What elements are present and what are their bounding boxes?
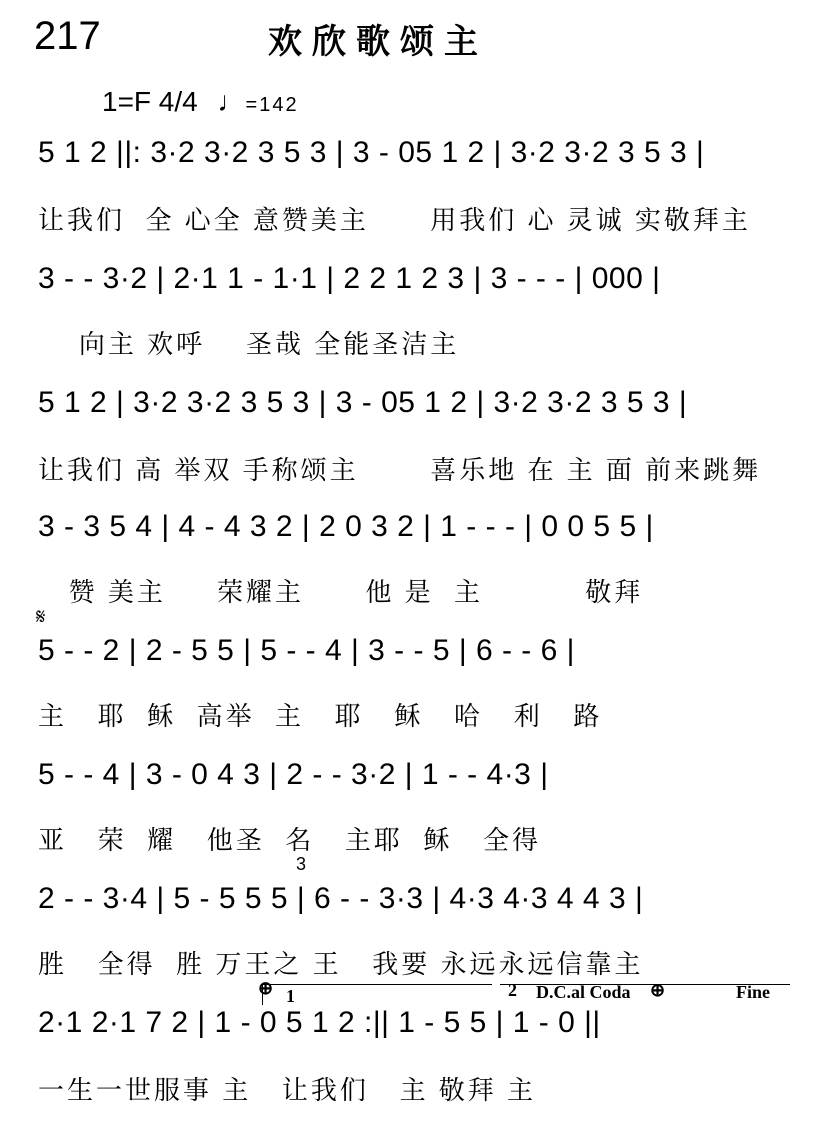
first-ending-number: 1 [286, 986, 295, 1006]
tempo-value: =142 [245, 94, 299, 116]
notation-row-5: 5 - - 2 | 2 - 5 5 | 5 - - 4 | 3 - - 5 | 6 - - 6 | [38, 634, 575, 667]
dc-al-coda-text: D.C.al Coda [536, 982, 631, 1002]
quarter-note-icon: ♩ [217, 86, 246, 117]
notation-row-4: 3 - 3 5 4 | 4 - 4 3 2 | 2 0 3 2 | 1 - - - | 0 0 5 5 | [38, 510, 654, 543]
fine-text: Fine [736, 982, 770, 1002]
key-signature: 1=F 4/4 [102, 86, 198, 117]
coda-icon: ⊕ [258, 978, 274, 998]
hymn-title: 欢欣歌颂主 [268, 22, 488, 62]
lyrics-row-3: 让我们 高 举双 手称颂主 喜乐地 在 主 面 前来跳舞 [38, 455, 762, 485]
lyrics-row-4: 赞 美主 荣耀主 他 是 主 敬拜 [38, 577, 644, 607]
second-ending-number: 2 [508, 980, 517, 1000]
lyrics-row-6: 亚 荣 耀 他圣 名 主耶 稣 全得 [38, 825, 542, 855]
notation-row-2: 3 - - 3·2 | 2·1 1 - 1·1 | 2 2 1 2 3 | 3 - - - | 000 | [38, 262, 661, 295]
notation-row-6: 5 - - 4 | 3 - 0 4 3 | 2 - - 3·2 | 1 - - 4·3 | [38, 758, 549, 791]
notation-row-3: 5 1 2 | 3·2 3·2 3 5 3 | 3 - 05 1 2 | 3·2 3·2 3 5 3 | [38, 386, 688, 419]
first-ending-bracket [262, 984, 492, 985]
notation-row-1: 5 1 2 ||: 3·2 3·2 3 5 3 | 3 - 05 1 2 | 3·2 3·2 3 5 3 | [38, 136, 705, 169]
triplet-mark: 3 [296, 854, 307, 874]
notation-row-8: 2·1 2·1 7 2 | 1 - 0 5 1 2 :|| 1 - 5 5 | 1 - 0 || [38, 1006, 601, 1039]
coda-icon-2: ⊕ [650, 980, 666, 1000]
key-tempo-line [102, 86, 299, 118]
lyrics-row-5: 主 耶 稣 高举 主 耶 稣 哈 利 路 [38, 701, 603, 731]
hymn-number: 217 [34, 14, 101, 58]
lyrics-row-2: 向主 欢呼 圣哉 全能圣洁主 [38, 329, 460, 359]
lyrics-row-8: 一生一世服事 主 让我们 主 敬拜 主 [38, 1075, 537, 1105]
segno-icon: 𝄋 [36, 604, 46, 629]
lyrics-row-7: 胜 全得 胜 万王之 王 我要 永远永远信靠主 [38, 949, 644, 979]
notation-row-7: 2 - - 3·4 | 5 - 5 5 5 | 6 - - 3·3 | 4·3 4·3 4 4 3 | [38, 882, 644, 915]
lyrics-row-1: 让我们 全 心全 意赞美主 用我们 心 灵诚 实敬拜主 [38, 205, 751, 235]
